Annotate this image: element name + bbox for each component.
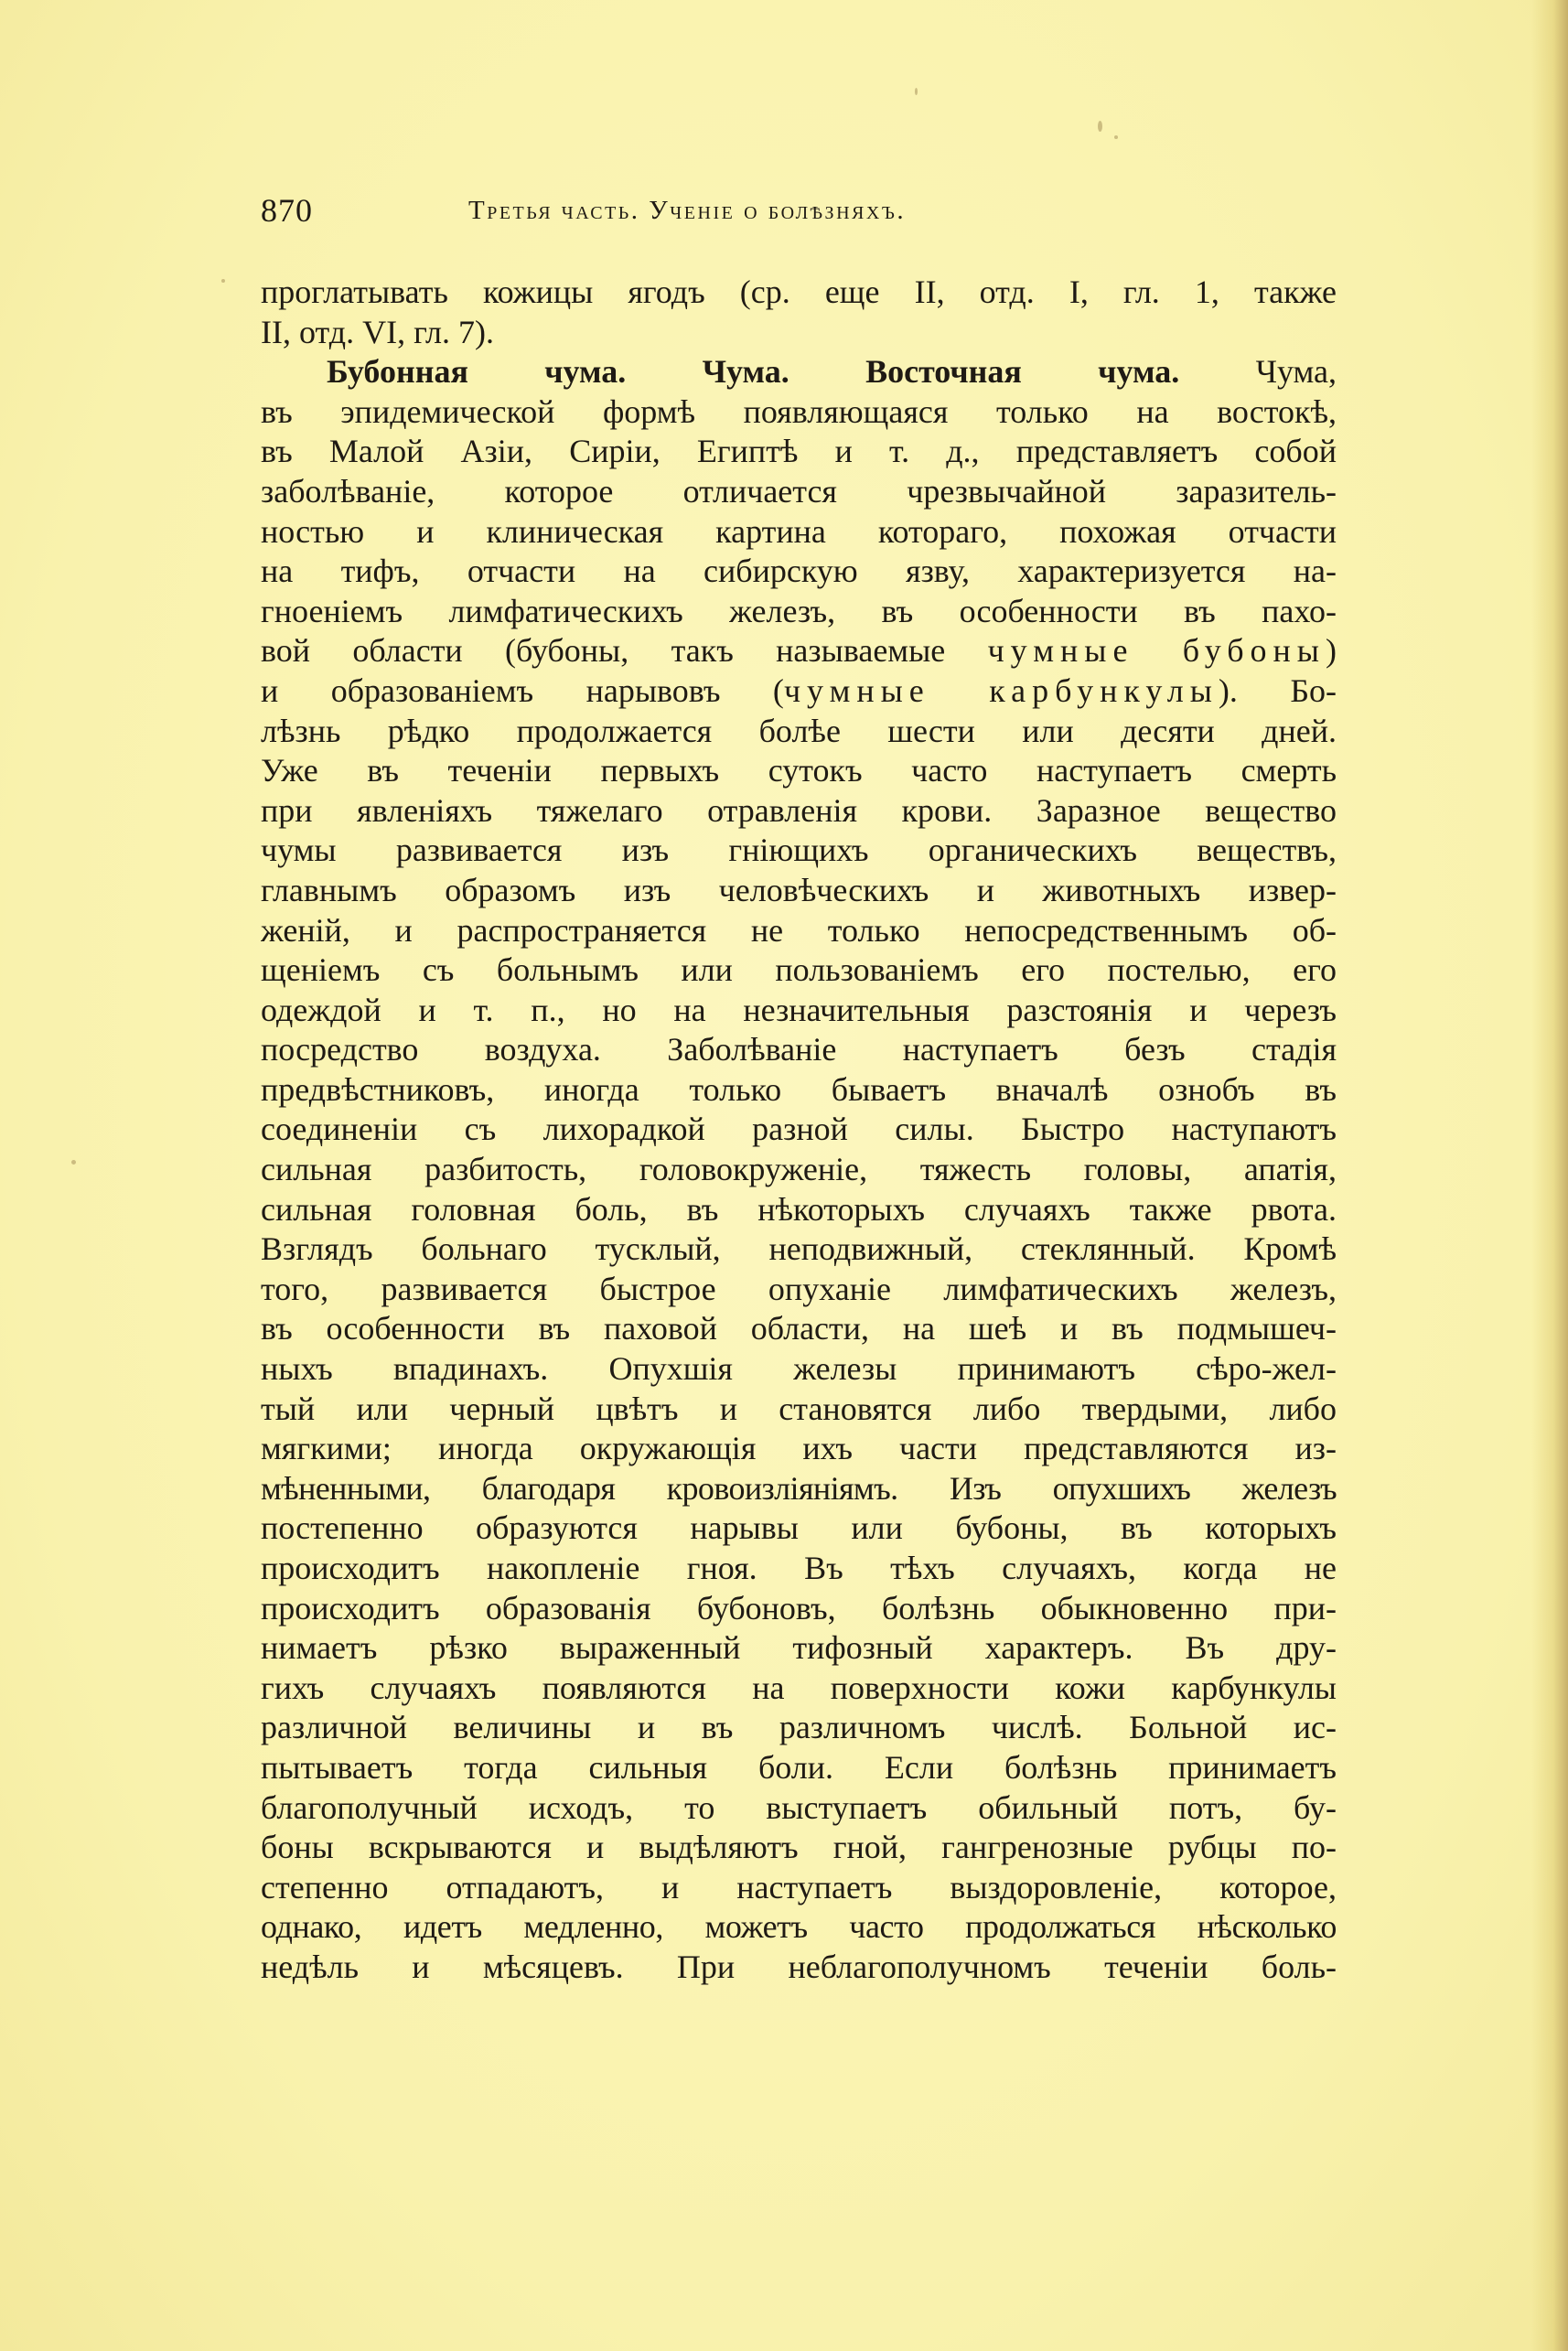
text-line: предвѣстниковъ, иногда только бываетъ вначалѣ ознобъ въ [261,1070,1337,1108]
text-line: недѣль и мѣсяцевъ. При неблагополучномъ теченіи боль- [261,1948,1337,1985]
text-line: благополучный исходъ, то выступаетъ обильный потъ, бу- [261,1788,1337,1826]
text-line: происходитъ образованія бубоновъ, болѣзнь обыкновенно при- [261,1589,1337,1626]
text-line: и образованіемъ нарывовъ (чумные карбункулы). Бо- [261,671,1337,709]
text-line: II, отд. VI, гл. 7). [261,313,494,350]
text-line: сильная головная боль, въ нѣкоторыхъ случаяхъ также рвота. [261,1190,1337,1228]
text-line: однако, идетъ медленно, можетъ часто продолжаться нѣсколько [261,1908,1337,1946]
print-speck [71,1160,76,1165]
text-line: мягкими; иногда окружающія ихъ части представляются из- [261,1430,1337,1467]
section-heading: Бубонная чума. Чума. Восточная чума. [327,353,1180,391]
text-line: посредство воздуха. Заболѣваніе наступаетъ безъ стадія [261,1031,1337,1068]
text-line: главнымъ образомъ изъ человѣческихъ и животныхъ извер- [261,871,1337,908]
body-text [261,273,1337,1988]
text-line: одеждой и т. п., но на незначительныя разстоянія и черезъ [261,991,1337,1028]
running-title: Третья часть. Ученіе о болѣзняхъ. [468,196,907,225]
text-line: мѣненными, благодаря кровоизліяніямъ. Изъ опухшихъ железъ [261,1469,1337,1507]
text-line: нимаетъ рѣзко выраженный тифозный характеръ. Въ дру- [261,1629,1337,1667]
text-line: въ Малой Азіи, Сиріи, Египтѣ и т. д., представляетъ собой [261,433,1337,470]
page-number: 870 [261,192,313,229]
text-line: на тифъ, отчасти на сибирскую язву, характеризуется на- [261,553,1337,590]
section-heading-line: Бубонная чума. Чума. Восточная чума. Чума, [327,353,1337,391]
text-line: того, развивается быстрое опуханіе лимфатическихъ железъ, [261,1270,1337,1307]
running-header [261,188,1337,233]
text-line: въ эпидемической формѣ появляющаяся только на востокѣ, [261,392,1337,430]
text-line: чумы развивается изъ гніющихъ органическихъ веществъ, [261,832,1337,869]
text-line: различной величины и въ различномъ числѣ. Больной ис- [261,1709,1337,1746]
text-line: боны вскрываются и выдѣляютъ гной, гангренозные рубцы по- [261,1829,1337,1866]
text-line: степенно отпадаютъ, и наступаетъ выздоровленіе, которое, [261,1868,1337,1905]
emphasized-term: чумные бубоны [987,632,1326,670]
print-speck [221,279,225,283]
text-line: ныхъ впадинахъ. Опухшія железы принимаютъ сѣро-жел- [261,1350,1337,1388]
text-line: происходитъ накопленіе гноя. Въ тѣхъ случаяхъ, когда не [261,1550,1337,1586]
text-line: соединеніи съ лихорадкой разной силы. Быстро наступаютъ [261,1111,1337,1148]
text-line: постепенно образуются нарывы или бубоны, въ которыхъ [261,1509,1337,1547]
text-line: при явленіяхъ тяжелаго отравленія крови. Заразное вещество [261,791,1337,829]
text-line: гихъ случаяхъ появляются на поверхности кожи карбункулы [261,1669,1337,1706]
page-edge-shadow [1531,0,1568,2351]
text-line: проглатывать кожицы ягодъ (ср. еще II, отд. I, гл. 1, также [261,274,1337,310]
text-line: заболѣваніе, которое отличается чрезвычайной заразитель- [261,472,1337,510]
text-line: тый или черный цвѣтъ и становятся либо твердыми, либо [261,1390,1337,1427]
text-line: вой области (бубоны, такъ называемые чумные бубоны) [261,632,1337,670]
text-line: въ особенности въ паховой области, на шеѣ и въ подмышеч- [261,1310,1337,1347]
print-speck [1114,135,1118,139]
text-line: сильная разбитость, головокруженіе, тяжесть головы, апатія, [261,1151,1337,1188]
text-line: щеніемъ съ больнымъ или пользованіемъ его постелью, его [261,951,1337,989]
text-line: Уже въ теченіи первыхъ сутокъ часто наступаетъ смерть [261,752,1337,789]
text-line: женій, и распространяется не только непосредственнымъ об- [261,911,1337,949]
text-line: гноеніемъ лимфатическихъ железъ, въ особенности въ пахо- [261,592,1337,629]
text-line: Взглядъ больнаго тусклый, неподвижный, стеклянный. Кромѣ [261,1230,1337,1268]
text-line: лѣзнь рѣдко продолжается болѣе шести или десяти дней. [261,712,1337,749]
emphasized-term: чумные карбункулы [783,671,1219,709]
print-speck [1098,121,1102,132]
text-line: пытываетъ тогда сильныя боли. Если болѣзнь принимаетъ [261,1748,1337,1786]
print-speck [915,88,918,95]
text-line: ностью и клиническая картина котораго, похожая отчасти [261,512,1337,550]
